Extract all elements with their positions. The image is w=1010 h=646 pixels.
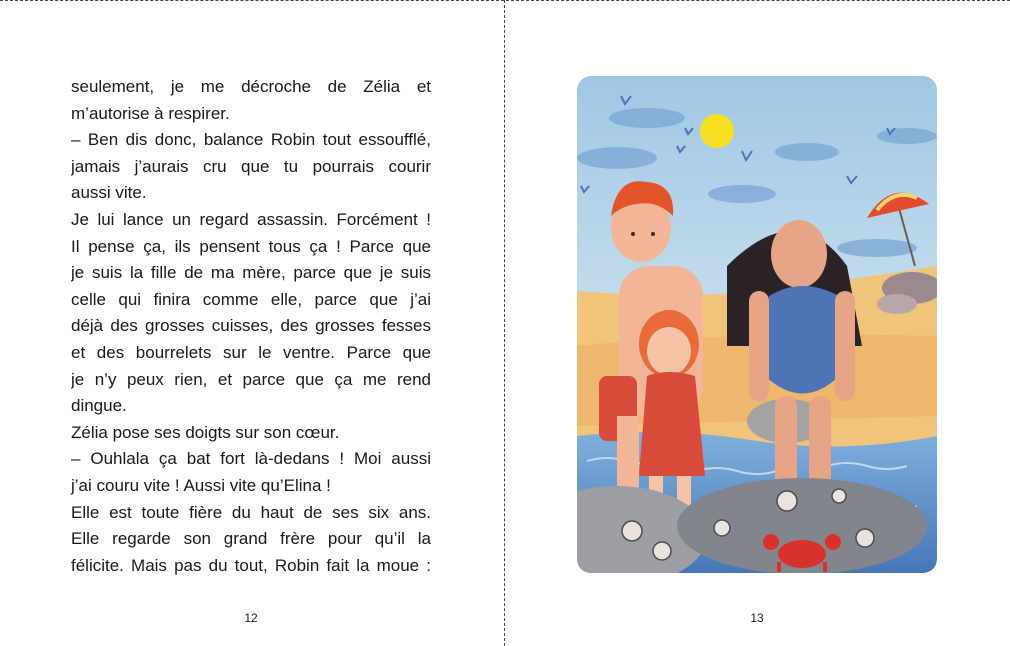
beach-scene-image xyxy=(577,76,937,573)
text-line: je suis la fille de ma mère, parce que je suis xyxy=(71,263,431,283)
text-line: je n’y peux rien, et parce que ça me rend xyxy=(71,369,431,389)
text-line: celle qui finira comme elle, parce que j’ai xyxy=(71,289,431,309)
text-line: jamais j’aurais cru que tu pourrais courir xyxy=(71,156,431,176)
sun-icon xyxy=(700,114,734,148)
text-line: Il pense ça, ils pensent tous ça ! Parce que xyxy=(71,236,431,256)
text-line: Elle regarde son grand frère pour qu’il la xyxy=(71,529,431,549)
page-number: 13 xyxy=(750,611,764,625)
page-number: 12 xyxy=(244,611,258,625)
text-line: – Ben dis donc, balance Robin tout essoufflé, xyxy=(71,130,431,150)
text-line: félicite. Mais pas du tout, Robin fait la moue : xyxy=(71,555,431,575)
foreground-rocks xyxy=(577,478,927,573)
text-line: – Ouhlala ça bat fort là-dedans ! Moi aussi xyxy=(71,449,431,469)
text-line: m’autorise à respirer. xyxy=(71,103,230,123)
text-line: Je lui lance un regard assassin. Forcément ! xyxy=(71,209,431,229)
text-line: Zélia pose ses doigts sur son cœur. xyxy=(71,422,340,442)
text-line: dingue. xyxy=(71,396,127,416)
beach-illustration xyxy=(577,76,937,573)
text-line: j’ai couru vite ! Aussi vite qu’Elina ! xyxy=(71,475,331,495)
text-line: Elle est toute fière du haut de ses six ans. xyxy=(71,502,431,522)
text-line: déjà des grosses cuisses, des grosses fesses xyxy=(71,316,431,336)
text-line: aussi vite. xyxy=(71,183,147,203)
left-page xyxy=(0,0,504,646)
right-page xyxy=(505,0,1009,646)
text-line: seulement, je me décroche de Zélia et xyxy=(71,77,431,96)
text-line: et des bourrelets sur le ventre. Parce que xyxy=(71,342,431,362)
body-text xyxy=(71,74,431,579)
